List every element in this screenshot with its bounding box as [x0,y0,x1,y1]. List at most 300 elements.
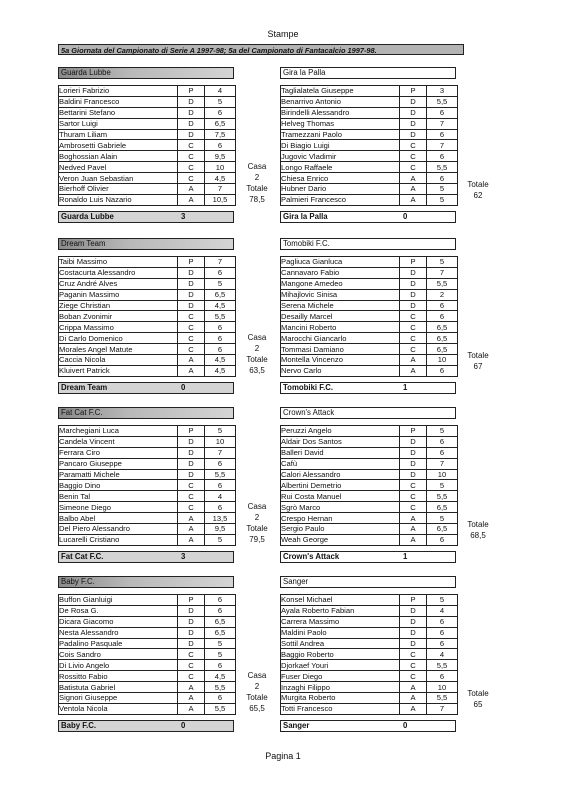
player-vote: 9,5 [205,524,236,535]
player-row [281,502,458,513]
player-name: Djorkaef Youri [281,660,400,671]
player-vote: 4,5 [205,355,236,366]
player-role: P [178,257,205,268]
player-role: P [178,426,205,437]
player-row [59,151,236,162]
player-vote: 5 [427,184,458,195]
player-role: C [178,140,205,151]
player-role: D [178,278,205,289]
team-score-name: Guarda Lubbe [61,211,114,221]
player-role: A [400,513,427,524]
away-roster-table [280,594,458,715]
team-score-name: Sanger [283,720,310,730]
player-name: Paramatti Michele [59,469,178,480]
player-row [59,671,236,682]
player-vote: 5,5 [205,311,236,322]
player-row [281,86,458,97]
player-role: D [400,469,427,480]
summary-l4: 67 [473,362,483,371]
player-role: P [400,257,427,268]
player-row [281,267,458,278]
player-vote: 6,5 [427,322,458,333]
summary-l3: Totale [246,355,268,364]
player-vote: 6 [205,693,236,704]
player-row [281,524,458,535]
summary-l4: 68,5 [470,531,486,540]
player-vote: 7 [427,118,458,129]
away-roster-table [280,85,458,206]
player-row [59,311,236,322]
player-name: Bettarini Stefano [59,107,178,118]
player-row [281,322,458,333]
player-vote: 6 [205,140,236,151]
player-row [59,162,236,173]
player-role: P [400,86,427,97]
player-name: Ziege Christian [59,300,178,311]
summary-l3: Totale [467,351,489,360]
player-name: Montella Vincenzo [281,355,400,366]
player-role: C [178,649,205,660]
home-team-header: Guarda Lubbe [58,67,234,79]
player-name: Buffon Gianluigi [59,595,178,606]
summary-l1: Casa [247,671,267,680]
player-vote: 5,5 [427,96,458,107]
player-name: Signori Giuseppe [59,693,178,704]
player-vote: 4,5 [205,365,236,376]
player-name: Carrera Massimo [281,616,400,627]
player-vote: 10 [205,162,236,173]
player-role: D [400,605,427,616]
team-score-name: Fat Cat F.C. [61,551,104,561]
player-vote: 5,5 [427,162,458,173]
player-name: Sergio Paulo [281,524,400,535]
player-role: P [400,426,427,437]
player-role: D [178,300,205,311]
player-row [59,605,236,616]
player-role: D [178,616,205,627]
player-name: De Rosa G. [59,605,178,616]
player-vote: 5 [427,480,458,491]
player-vote: 10 [427,355,458,366]
player-row [59,458,236,469]
player-row [59,140,236,151]
player-vote: 6 [427,534,458,545]
player-row [59,194,236,205]
player-vote: 7 [205,257,236,268]
player-row [59,469,236,480]
player-name: Marocchi Giancarlo [281,333,400,344]
player-row [281,616,458,627]
player-vote: 6 [205,458,236,469]
player-role: C [400,491,427,502]
player-row [59,289,236,300]
player-vote: 7,5 [205,129,236,140]
player-role: C [178,311,205,322]
player-name: Morales Angel Matute [59,344,178,355]
player-name: Nervo Carlo [281,365,400,376]
home-team-score [58,211,234,223]
player-row [281,129,458,140]
player-name: Longo Raffaele [281,162,400,173]
player-name: Sartor Luigi [59,118,178,129]
player-name: Ambrosetti Gabriele [59,140,178,151]
player-name: Rossitto Fabio [59,671,178,682]
home-team [58,238,236,394]
player-name: Ronaldo Luis Nazario [59,194,178,205]
home-team [58,576,236,732]
player-name: Baggio Roberto [281,649,400,660]
player-vote: 5,5 [427,693,458,704]
summary-l2: 2 [254,513,260,522]
player-name: Balbo Abel [59,513,178,524]
player-vote: 4 [205,491,236,502]
player-vote: 6 [205,333,236,344]
player-name: Sottil Andrea [281,638,400,649]
summary-l3: Totale [467,520,489,529]
round-header: 5a Giornata del Campionato di Serie A 1997-98; 5a del Campionato di Fantacalcio 1997-98. [58,44,464,55]
player-row [59,355,236,366]
team-score-goals: 0 [403,720,408,730]
summary-l2: 2 [254,173,260,182]
player-role: C [400,140,427,151]
player-row [59,513,236,524]
player-row [281,534,458,545]
player-name: Fuser Diego [281,671,400,682]
player-vote: 6 [205,322,236,333]
team-score-goals: 0 [181,720,186,730]
player-row [281,447,458,458]
player-name: Lorieri Fabrizio [59,86,178,97]
player-row [59,344,236,355]
player-vote: 5 [427,257,458,268]
player-role: D [178,96,205,107]
player-vote: 7 [427,703,458,714]
player-role: P [400,595,427,606]
player-row [59,660,236,671]
home-team-score [58,382,234,394]
player-row [281,605,458,616]
player-row [281,458,458,469]
player-row [59,524,236,535]
player-name: Helveg Thomas [281,118,400,129]
player-name: Tommasi Damiano [281,344,400,355]
home-side-summary [237,161,277,205]
player-row [281,278,458,289]
player-row [59,616,236,627]
player-vote: 3 [427,86,458,97]
player-role: A [178,524,205,535]
home-team [58,407,236,563]
player-name: Di Carlo Domenico [59,333,178,344]
player-name: Calori Alessandro [281,469,400,480]
player-role: D [400,638,427,649]
team-score-goals: 1 [403,551,408,561]
player-role: C [400,344,427,355]
player-vote: 6 [205,605,236,616]
player-role: A [400,365,427,376]
player-row [59,480,236,491]
player-role: A [178,693,205,704]
player-role: D [400,300,427,311]
player-role: A [178,184,205,195]
player-role: D [178,605,205,616]
summary-l4: 65,5 [249,704,265,713]
player-role: C [400,311,427,322]
player-name: Paganin Massimo [59,289,178,300]
home-team-score [58,551,234,563]
player-name: Candela Vincent [59,436,178,447]
player-vote: 7 [205,447,236,458]
player-role: A [178,703,205,714]
player-row [281,289,458,300]
player-vote: 5 [427,595,458,606]
player-row [59,322,236,333]
player-vote: 6 [205,344,236,355]
away-team [280,67,458,223]
player-row [59,595,236,606]
team-score-name: Tomobiki F.C. [283,382,334,392]
player-role: C [400,162,427,173]
player-vote: 5 [205,649,236,660]
player-name: Cannavaro Fabio [281,267,400,278]
player-role: C [178,173,205,184]
player-role: D [400,436,427,447]
player-row [281,703,458,714]
player-vote: 4,5 [205,671,236,682]
player-row [281,311,458,322]
player-row [59,118,236,129]
player-row [281,96,458,107]
player-vote: 10,5 [205,194,236,205]
player-role: C [400,502,427,513]
away-team-score [280,211,456,223]
player-name: Totti Francesco [281,703,400,714]
player-role: D [400,129,427,140]
player-name: Murgita Roberto [281,693,400,704]
summary-l4: 62 [473,191,483,200]
player-name: Di Livio Angelo [59,660,178,671]
player-name: Benin Tal [59,491,178,502]
player-row [59,649,236,660]
player-name: Dicara Giacomo [59,616,178,627]
summary-l2: 2 [254,682,260,691]
team-score-name: Baby F.C. [61,720,97,730]
player-role: A [178,513,205,524]
player-role: C [400,480,427,491]
player-name: Thuram Liliam [59,129,178,140]
summary-l1: Casa [247,502,267,511]
player-name: Birindelli Alessandro [281,107,400,118]
summary-l3: Totale [246,693,268,702]
player-name: Chiesa Enrico [281,173,400,184]
player-role: A [400,194,427,205]
player-row [59,638,236,649]
player-role: A [400,355,427,366]
player-row [281,118,458,129]
player-vote: 6 [427,365,458,376]
team-score-name: Dream Team [61,382,108,392]
player-role: D [400,96,427,107]
home-roster-table [58,425,236,546]
player-role: D [178,118,205,129]
player-name: Nesta Alessandro [59,627,178,638]
player-role: D [400,107,427,118]
player-vote: 5,5 [427,660,458,671]
player-row [59,300,236,311]
player-vote: 4,5 [205,300,236,311]
player-name: Sgrò Marco [281,502,400,513]
summary-l3: Totale [467,689,489,698]
home-roster-table [58,594,236,715]
player-name: Mancini Roberto [281,322,400,333]
summary-l3: Totale [467,180,489,189]
player-row [281,649,458,660]
player-role: A [400,682,427,693]
player-role: C [178,480,205,491]
player-vote: 6,5 [427,524,458,535]
player-row [59,333,236,344]
player-role: A [400,184,427,195]
player-row [59,436,236,447]
player-vote: 4 [427,649,458,660]
player-row [281,436,458,447]
player-vote: 7 [205,184,236,195]
player-name: Bierhoff Olivier [59,184,178,195]
team-score-goals: 0 [181,382,186,392]
player-role: C [400,649,427,660]
player-row [59,173,236,184]
player-vote: 6 [427,436,458,447]
player-role: A [178,365,205,376]
player-role: A [400,173,427,184]
away-roster-table [280,425,458,546]
player-name: Rui Costa Manuel [281,491,400,502]
player-role: A [178,682,205,693]
player-name: Batistuta Gabriel [59,682,178,693]
away-team [280,576,458,732]
player-vote: 6,5 [205,616,236,627]
player-row [281,513,458,524]
player-role: D [400,267,427,278]
player-name: Boban Zvonimir [59,311,178,322]
player-vote: 6 [427,671,458,682]
player-role: C [178,344,205,355]
player-vote: 5 [205,278,236,289]
away-team-score [280,382,456,394]
player-vote: 2 [427,289,458,300]
player-name: Taglialatela Giuseppe [281,86,400,97]
player-role: D [400,447,427,458]
away-roster-table [280,256,458,377]
away-team-score [280,720,456,732]
player-row [281,107,458,118]
player-role: P [178,86,205,97]
away-team [280,238,458,394]
home-side-summary [237,332,277,376]
player-name: Taibi Massimo [59,257,178,268]
player-role: A [400,693,427,704]
player-vote: 5,5 [427,491,458,502]
player-role: C [178,322,205,333]
player-vote: 6 [427,107,458,118]
player-vote: 10 [427,682,458,693]
player-row [281,469,458,480]
home-roster-table [58,256,236,377]
player-vote: 7 [427,267,458,278]
player-role: D [178,469,205,480]
player-role: C [400,322,427,333]
player-row [281,491,458,502]
player-role: A [178,194,205,205]
player-row [281,682,458,693]
player-vote: 6,5 [427,502,458,513]
player-name: Veron Juan Sebastian [59,173,178,184]
player-name: Maldini Paolo [281,627,400,638]
player-role: D [400,278,427,289]
player-vote: 13,5 [205,513,236,524]
player-role: C [178,333,205,344]
player-row [59,184,236,195]
summary-l1: Casa [247,333,267,342]
player-vote: 6 [205,660,236,671]
player-row [281,151,458,162]
player-role: C [178,671,205,682]
player-row [59,257,236,268]
player-vote: 5,5 [205,703,236,714]
player-role: D [178,289,205,300]
page-footer: Pagina 1 [265,751,301,761]
player-vote: 6 [205,107,236,118]
document-title: Stampe [267,29,299,39]
player-name: Lucarelli Cristiano [59,534,178,545]
player-name: Simeone Diego [59,502,178,513]
player-name: Albertini Demetrio [281,480,400,491]
player-vote: 10 [205,436,236,447]
home-team-header: Baby F.C. [58,576,234,588]
player-name: Marchegiani Luca [59,426,178,437]
player-name: Weah George [281,534,400,545]
player-name: Boghossian Alain [59,151,178,162]
player-row [59,267,236,278]
player-role: C [400,151,427,162]
player-row [281,344,458,355]
player-row [59,96,236,107]
player-row [281,194,458,205]
player-name: Cafù [281,458,400,469]
player-role: C [400,671,427,682]
away-side-summary [458,350,498,372]
player-name: Pancaro Giuseppe [59,458,178,469]
player-vote: 5,5 [205,469,236,480]
home-team-score [58,720,234,732]
player-row [281,173,458,184]
away-team [280,407,458,563]
summary-l4: 63,5 [249,366,265,375]
player-vote: 6,5 [427,344,458,355]
player-role: D [178,458,205,469]
player-vote: 6 [427,129,458,140]
player-role: A [400,534,427,545]
away-side-summary [458,179,498,201]
away-team-header: Tomobiki F.C. [280,238,456,250]
player-role: D [178,627,205,638]
team-score-goals: 3 [181,211,186,221]
player-name: Crippa Massimo [59,322,178,333]
player-role: P [178,595,205,606]
home-team-header: Dream Team [58,238,234,250]
player-row [281,480,458,491]
player-name: Di Biagio Luigi [281,140,400,151]
